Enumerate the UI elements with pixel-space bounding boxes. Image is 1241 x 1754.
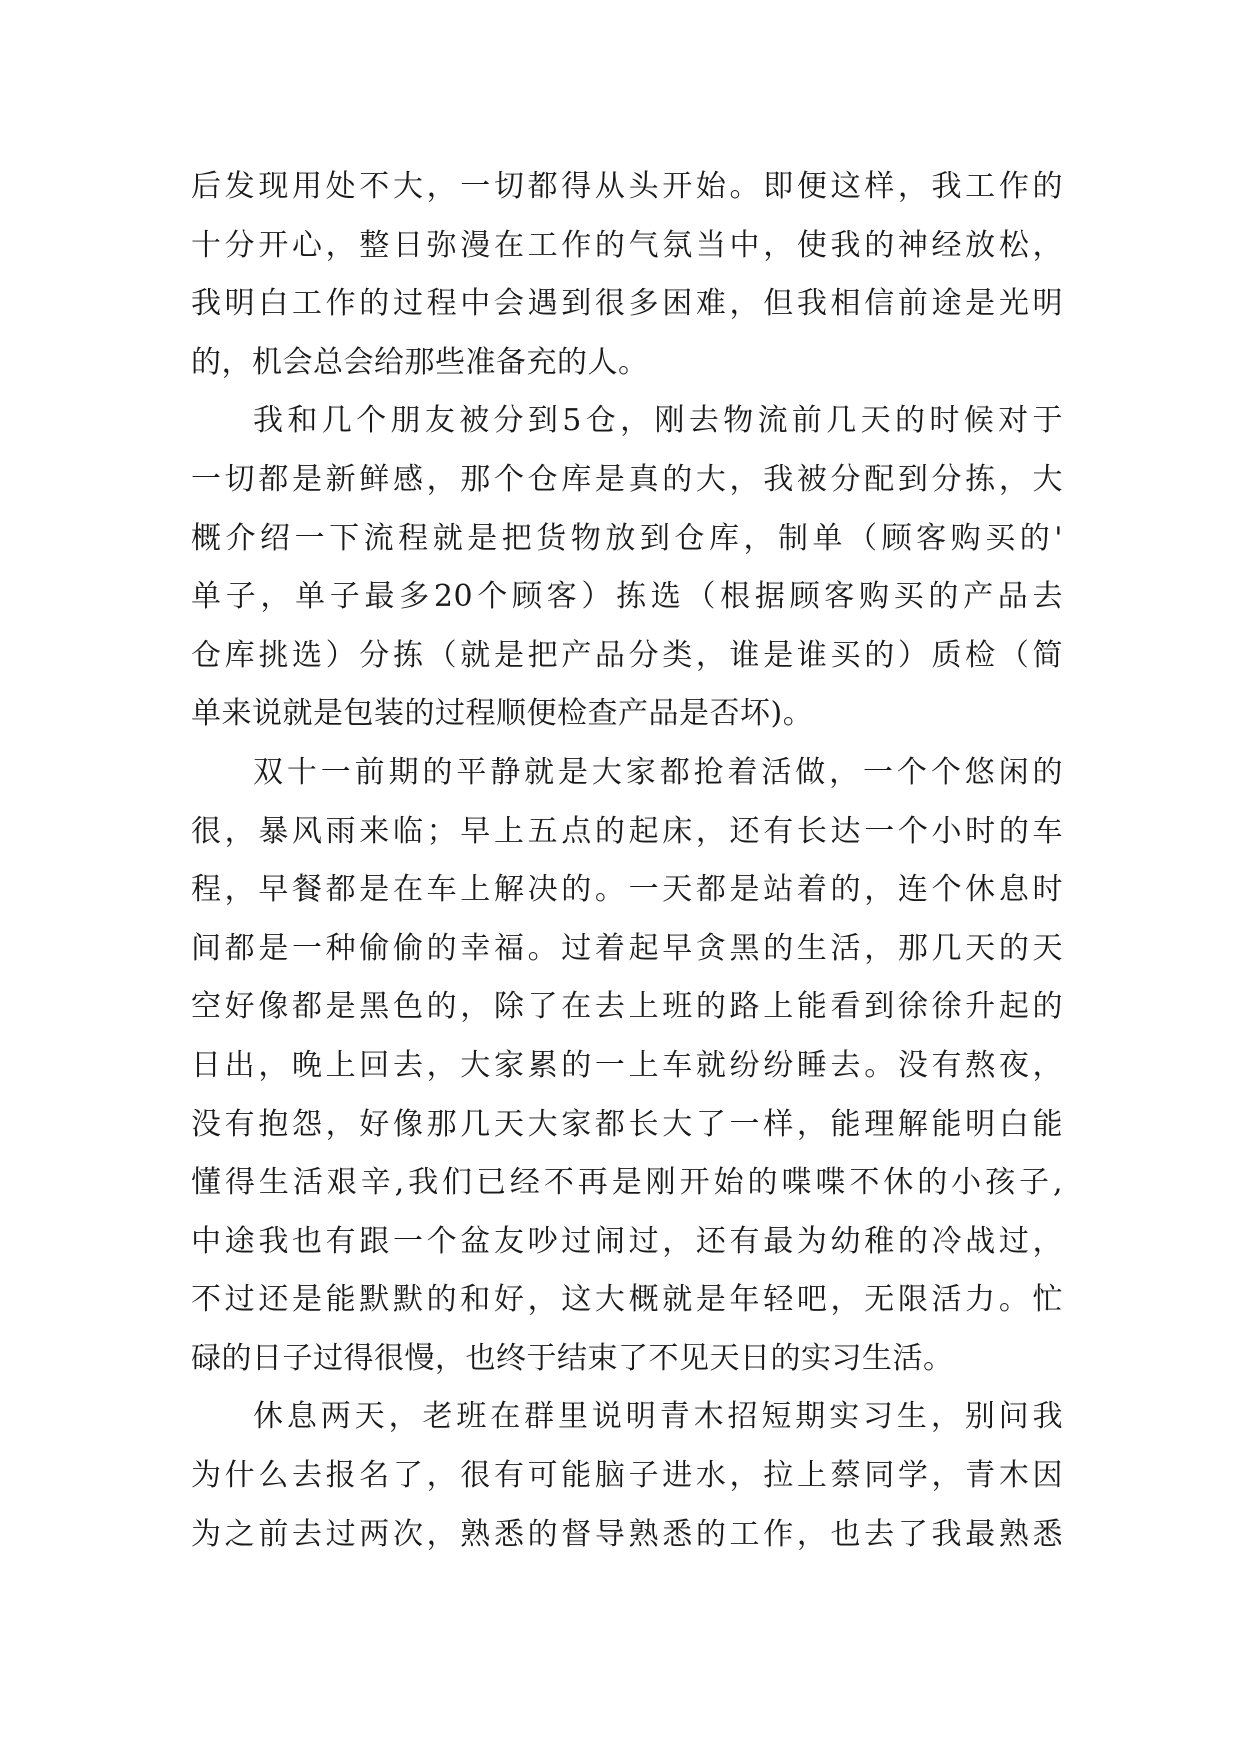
text-line: 没有抱怨，好像那几天大家都长大了一样，能理解能明白能 — [191, 1106, 1063, 1142]
text-line: 日出，晚上回去，大家累的一上车就纷纷睡去。没有熬夜， — [191, 1047, 1063, 1083]
text-line: 中途我也有跟一个盆友吵过闹过，还有最为幼稚的冷战过， — [191, 1223, 1063, 1259]
text-line: 的，机会总会给那些准备充的人。 — [191, 344, 649, 380]
text-line: 不过还是能默默的和好，这大概就是年轻吧，无限活力。忙 — [191, 1282, 1063, 1318]
text-line: 十分开心，整日弥漫在工作的气氛当中，使我的神经放松， — [191, 227, 1063, 263]
text-line: 懂得生活艰辛,我们已经不再是刚开始的喋喋不休的小孩子, — [191, 1165, 1063, 1201]
text-line: 碌的日子过得很慢，也终于结束了不见天日的实习生活。 — [191, 1340, 954, 1376]
text-line: 空好像都是黑色的，除了在去上班的路上能看到徐徐升起的 — [191, 989, 1063, 1025]
text-line: 单子，单子最多20个顾客）拣选（根据顾客购买的产品去 — [191, 579, 1063, 615]
text-line: 我明白工作的过程中会遇到很多困难，但我相信前途是光明 — [191, 286, 1063, 322]
body-text — [191, 158, 1063, 1564]
text-line: 仓库挑选）分拣（就是把产品分类，谁是谁买的）质检（简 — [191, 637, 1063, 673]
text-line: 我和几个朋友被分到5仓，刚去物流前几天的时候对于 — [253, 403, 1063, 439]
text-line: 间都是一种偷偷的幸福。过着起早贪黑的生活，那几天的天 — [191, 930, 1063, 966]
text-line: 程，早餐都是在车上解决的。一天都是站着的，连个休息时 — [191, 872, 1063, 908]
text-line: 很，暴风雨来临；早上五点的起床，还有长达一个小时的车 — [191, 813, 1063, 849]
text-line: 后发现用处不大，一切都得从头开始。即便这样，我工作的 — [191, 169, 1063, 204]
text-line: 双十一前期的平静就是大家都抢着活做，一个个悠闲的 — [253, 754, 1063, 790]
text-line: 为之前去过两次，熟悉的督导熟悉的工作，也去了我最熟悉 — [191, 1516, 1063, 1552]
text-line: 为什么去报名了，很有可能脑子进水，拉上蔡同学，青木因 — [191, 1458, 1063, 1494]
text-line: 一切都是新鲜感，那个仓库是真的大，我被分配到分拣，大 — [191, 461, 1063, 497]
text-line: 休息两天，老班在群里说明青木招短期实习生，别问我 — [253, 1399, 1063, 1435]
text-line: 概介绍一下流程就是把货物放到仓库，制单（顾客购买的' — [191, 520, 1063, 556]
text-line: 单来说就是包装的过程顺便检查产品是否坏)。 — [191, 696, 814, 732]
